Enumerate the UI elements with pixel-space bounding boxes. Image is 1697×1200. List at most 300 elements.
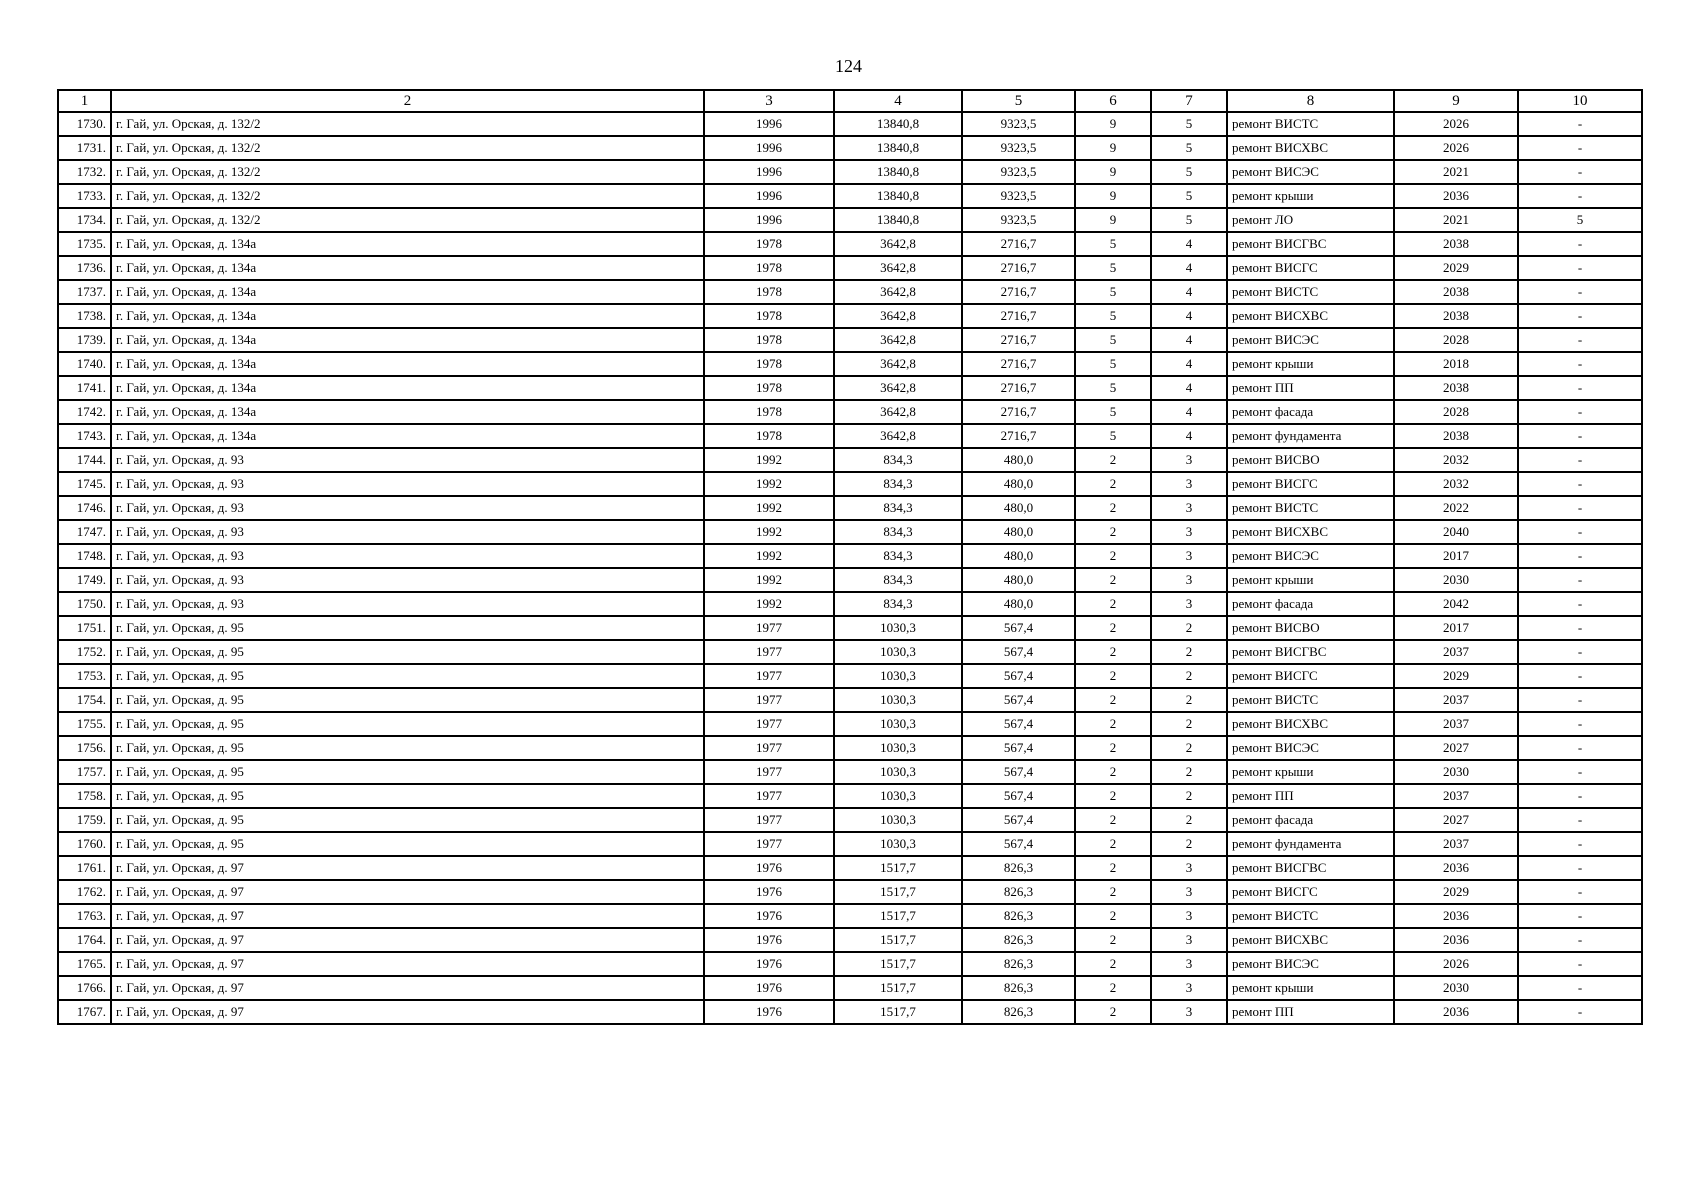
header-cell-col-2: 2 <box>111 90 704 112</box>
entrances-cell: 3 <box>1151 520 1227 544</box>
floors-cell: 2 <box>1075 496 1151 520</box>
living-area-cell: 826,3 <box>962 928 1075 952</box>
entrances-cell: 2 <box>1151 640 1227 664</box>
col-10-cell: - <box>1518 472 1642 496</box>
entrances-cell: 2 <box>1151 760 1227 784</box>
year-cell: 1996 <box>704 112 834 136</box>
table-row <box>58 1000 1642 1024</box>
total-area-cell: 3642,8 <box>834 400 962 424</box>
total-area-cell: 834,3 <box>834 496 962 520</box>
col-10-cell: - <box>1518 832 1642 856</box>
entrances-cell: 2 <box>1151 784 1227 808</box>
row-number-cell: 1743. <box>58 424 111 448</box>
floors-cell: 2 <box>1075 472 1151 496</box>
table-row <box>58 808 1642 832</box>
floors-cell: 2 <box>1075 592 1151 616</box>
entrances-cell: 5 <box>1151 136 1227 160</box>
total-area-cell: 1030,3 <box>834 712 962 736</box>
col-10-cell: - <box>1518 760 1642 784</box>
table-row <box>58 880 1642 904</box>
col-10-cell: - <box>1518 280 1642 304</box>
entrances-cell: 5 <box>1151 112 1227 136</box>
planned-year-cell: 2037 <box>1394 688 1518 712</box>
row-number-cell: 1753. <box>58 664 111 688</box>
row-number-cell: 1756. <box>58 736 111 760</box>
work-type-cell: ремонт ВИСЭС <box>1227 328 1394 352</box>
header-row <box>58 90 1642 112</box>
address-cell: г. Гай, ул. Орская, д. 95 <box>111 832 704 856</box>
header-cell-col-5: 5 <box>962 90 1075 112</box>
year-cell: 1992 <box>704 592 834 616</box>
row-number-cell: 1732. <box>58 160 111 184</box>
planned-year-cell: 2021 <box>1394 160 1518 184</box>
address-cell: г. Гай, ул. Орская, д. 132/2 <box>111 184 704 208</box>
address-cell: г. Гай, ул. Орская, д. 132/2 <box>111 208 704 232</box>
work-type-cell: ремонт крыши <box>1227 976 1394 1000</box>
planned-year-cell: 2037 <box>1394 784 1518 808</box>
col-10-cell: - <box>1518 856 1642 880</box>
living-area-cell: 2716,7 <box>962 304 1075 328</box>
col-10-cell: - <box>1518 112 1642 136</box>
entrances-cell: 3 <box>1151 496 1227 520</box>
table-row <box>58 448 1642 472</box>
work-type-cell: ремонт ВИСВО <box>1227 448 1394 472</box>
row-number-cell: 1739. <box>58 328 111 352</box>
total-area-cell: 13840,8 <box>834 208 962 232</box>
total-area-cell: 1030,3 <box>834 808 962 832</box>
address-cell: г. Гай, ул. Орская, д. 95 <box>111 616 704 640</box>
living-area-cell: 480,0 <box>962 568 1075 592</box>
entrances-cell: 3 <box>1151 568 1227 592</box>
year-cell: 1976 <box>704 952 834 976</box>
table-row <box>58 160 1642 184</box>
table-row <box>58 472 1642 496</box>
row-number-cell: 1758. <box>58 784 111 808</box>
entrances-cell: 2 <box>1151 712 1227 736</box>
total-area-cell: 3642,8 <box>834 232 962 256</box>
year-cell: 1996 <box>704 160 834 184</box>
work-type-cell: ремонт ВИСТС <box>1227 280 1394 304</box>
living-area-cell: 826,3 <box>962 952 1075 976</box>
row-number-cell: 1761. <box>58 856 111 880</box>
col-10-cell: - <box>1518 976 1642 1000</box>
living-area-cell: 567,4 <box>962 736 1075 760</box>
header-cell-col-6: 6 <box>1075 90 1151 112</box>
floors-cell: 2 <box>1075 832 1151 856</box>
table-row <box>58 928 1642 952</box>
planned-year-cell: 2036 <box>1394 904 1518 928</box>
floors-cell: 2 <box>1075 448 1151 472</box>
table-row <box>58 136 1642 160</box>
entrances-cell: 4 <box>1151 424 1227 448</box>
total-area-cell: 13840,8 <box>834 160 962 184</box>
planned-year-cell: 2027 <box>1394 736 1518 760</box>
row-number-cell: 1736. <box>58 256 111 280</box>
table-row <box>58 856 1642 880</box>
row-number-cell: 1765. <box>58 952 111 976</box>
planned-year-cell: 2037 <box>1394 832 1518 856</box>
work-type-cell: ремонт крыши <box>1227 184 1394 208</box>
table-row <box>58 280 1642 304</box>
year-cell: 1977 <box>704 616 834 640</box>
col-10-cell: - <box>1518 688 1642 712</box>
year-cell: 1977 <box>704 712 834 736</box>
year-cell: 1978 <box>704 328 834 352</box>
year-cell: 1992 <box>704 520 834 544</box>
header-cell-col-10: 10 <box>1518 90 1642 112</box>
address-cell: г. Гай, ул. Орская, д. 134а <box>111 400 704 424</box>
address-cell: г. Гай, ул. Орская, д. 93 <box>111 568 704 592</box>
year-cell: 1976 <box>704 880 834 904</box>
planned-year-cell: 2037 <box>1394 712 1518 736</box>
address-cell: г. Гай, ул. Орская, д. 95 <box>111 784 704 808</box>
total-area-cell: 1517,7 <box>834 880 962 904</box>
work-type-cell: ремонт ЛО <box>1227 208 1394 232</box>
col-10-cell: - <box>1518 352 1642 376</box>
address-cell: г. Гай, ул. Орская, д. 134а <box>111 376 704 400</box>
year-cell: 1978 <box>704 376 834 400</box>
total-area-cell: 3642,8 <box>834 304 962 328</box>
work-type-cell: ремонт фасада <box>1227 808 1394 832</box>
page-number: 124 <box>835 56 862 76</box>
total-area-cell: 3642,8 <box>834 280 962 304</box>
header-cell-col-1: 1 <box>58 90 111 112</box>
living-area-cell: 9323,5 <box>962 208 1075 232</box>
entrances-cell: 3 <box>1151 976 1227 1000</box>
living-area-cell: 480,0 <box>962 448 1075 472</box>
header-cell-col-4: 4 <box>834 90 962 112</box>
total-area-cell: 834,3 <box>834 592 962 616</box>
floors-cell: 2 <box>1075 928 1151 952</box>
total-area-cell: 1517,7 <box>834 928 962 952</box>
row-number-cell: 1767. <box>58 1000 111 1024</box>
address-cell: г. Гай, ул. Орская, д. 97 <box>111 1000 704 1024</box>
table-row <box>58 112 1642 136</box>
address-cell: г. Гай, ул. Орская, д. 132/2 <box>111 136 704 160</box>
col-10-cell: - <box>1518 232 1642 256</box>
col-10-cell: - <box>1518 160 1642 184</box>
work-type-cell: ремонт ВИСХВС <box>1227 712 1394 736</box>
col-10-cell: - <box>1518 592 1642 616</box>
table-row <box>58 544 1642 568</box>
planned-year-cell: 2036 <box>1394 184 1518 208</box>
col-10-cell: 5 <box>1518 208 1642 232</box>
address-cell: г. Гай, ул. Орская, д. 134а <box>111 328 704 352</box>
year-cell: 1978 <box>704 352 834 376</box>
row-number-cell: 1737. <box>58 280 111 304</box>
address-cell: г. Гай, ул. Орская, д. 93 <box>111 496 704 520</box>
living-area-cell: 567,4 <box>962 640 1075 664</box>
work-type-cell: ремонт фасада <box>1227 592 1394 616</box>
col-10-cell: - <box>1518 568 1642 592</box>
col-10-cell: - <box>1518 616 1642 640</box>
total-area-cell: 1030,3 <box>834 616 962 640</box>
table-row <box>58 568 1642 592</box>
floors-cell: 2 <box>1075 736 1151 760</box>
living-area-cell: 567,4 <box>962 808 1075 832</box>
year-cell: 1992 <box>704 472 834 496</box>
living-area-cell: 480,0 <box>962 472 1075 496</box>
planned-year-cell: 2038 <box>1394 232 1518 256</box>
work-type-cell: ремонт ПП <box>1227 1000 1394 1024</box>
col-10-cell: - <box>1518 784 1642 808</box>
table-row <box>58 304 1642 328</box>
planned-year-cell: 2018 <box>1394 352 1518 376</box>
floors-cell: 9 <box>1075 208 1151 232</box>
floors-cell: 9 <box>1075 136 1151 160</box>
entrances-cell: 3 <box>1151 448 1227 472</box>
work-type-cell: ремонт ВИСХВС <box>1227 928 1394 952</box>
year-cell: 1977 <box>704 760 834 784</box>
floors-cell: 9 <box>1075 160 1151 184</box>
entrances-cell: 2 <box>1151 664 1227 688</box>
living-area-cell: 567,4 <box>962 616 1075 640</box>
year-cell: 1976 <box>704 904 834 928</box>
row-number-cell: 1763. <box>58 904 111 928</box>
work-type-cell: ремонт ВИСТС <box>1227 904 1394 928</box>
entrances-cell: 5 <box>1151 184 1227 208</box>
work-type-cell: ремонт ВИСГВС <box>1227 856 1394 880</box>
total-area-cell: 834,3 <box>834 520 962 544</box>
entrances-cell: 5 <box>1151 208 1227 232</box>
table-row <box>58 760 1642 784</box>
total-area-cell: 1517,7 <box>834 976 962 1000</box>
table-row <box>58 712 1642 736</box>
row-number-cell: 1759. <box>58 808 111 832</box>
row-number-cell: 1755. <box>58 712 111 736</box>
work-type-cell: ремонт ВИСХВС <box>1227 304 1394 328</box>
year-cell: 1977 <box>704 808 834 832</box>
year-cell: 1978 <box>704 400 834 424</box>
address-cell: г. Гай, ул. Орская, д. 93 <box>111 448 704 472</box>
floors-cell: 2 <box>1075 904 1151 928</box>
floors-cell: 5 <box>1075 424 1151 448</box>
col-10-cell: - <box>1518 328 1642 352</box>
work-type-cell: ремонт ВИСХВС <box>1227 136 1394 160</box>
col-10-cell: - <box>1518 880 1642 904</box>
total-area-cell: 3642,8 <box>834 256 962 280</box>
year-cell: 1976 <box>704 976 834 1000</box>
floors-cell: 2 <box>1075 712 1151 736</box>
entrances-cell: 3 <box>1151 856 1227 880</box>
row-number-cell: 1744. <box>58 448 111 472</box>
address-cell: г. Гай, ул. Орская, д. 132/2 <box>111 112 704 136</box>
total-area-cell: 1030,3 <box>834 640 962 664</box>
work-type-cell: ремонт ВИСГС <box>1227 880 1394 904</box>
planned-year-cell: 2040 <box>1394 520 1518 544</box>
table-row <box>58 904 1642 928</box>
total-area-cell: 3642,8 <box>834 376 962 400</box>
entrances-cell: 4 <box>1151 328 1227 352</box>
year-cell: 1978 <box>704 232 834 256</box>
living-area-cell: 2716,7 <box>962 256 1075 280</box>
entrances-cell: 3 <box>1151 952 1227 976</box>
address-cell: г. Гай, ул. Орская, д. 95 <box>111 760 704 784</box>
floors-cell: 2 <box>1075 1000 1151 1024</box>
planned-year-cell: 2030 <box>1394 568 1518 592</box>
address-cell: г. Гай, ул. Орская, д. 93 <box>111 520 704 544</box>
living-area-cell: 826,3 <box>962 1000 1075 1024</box>
row-number-cell: 1766. <box>58 976 111 1000</box>
total-area-cell: 13840,8 <box>834 136 962 160</box>
table-row <box>58 592 1642 616</box>
floors-cell: 2 <box>1075 568 1151 592</box>
address-cell: г. Гай, ул. Орская, д. 97 <box>111 928 704 952</box>
planned-year-cell: 2038 <box>1394 304 1518 328</box>
year-cell: 1977 <box>704 784 834 808</box>
living-area-cell: 9323,5 <box>962 160 1075 184</box>
table-row <box>58 400 1642 424</box>
living-area-cell: 2716,7 <box>962 424 1075 448</box>
planned-year-cell: 2030 <box>1394 976 1518 1000</box>
entrances-cell: 3 <box>1151 544 1227 568</box>
planned-year-cell: 2032 <box>1394 448 1518 472</box>
address-cell: г. Гай, ул. Орская, д. 134а <box>111 232 704 256</box>
work-type-cell: ремонт крыши <box>1227 352 1394 376</box>
floors-cell: 9 <box>1075 112 1151 136</box>
entrances-cell: 3 <box>1151 904 1227 928</box>
col-10-cell: - <box>1518 904 1642 928</box>
row-number-cell: 1757. <box>58 760 111 784</box>
table-row <box>58 496 1642 520</box>
total-area-cell: 1030,3 <box>834 688 962 712</box>
entrances-cell: 4 <box>1151 352 1227 376</box>
entrances-cell: 3 <box>1151 592 1227 616</box>
work-type-cell: ремонт ВИСГВС <box>1227 232 1394 256</box>
col-10-cell: - <box>1518 928 1642 952</box>
address-cell: г. Гай, ул. Орская, д. 93 <box>111 592 704 616</box>
year-cell: 1976 <box>704 1000 834 1024</box>
col-10-cell: - <box>1518 136 1642 160</box>
year-cell: 1996 <box>704 184 834 208</box>
floors-cell: 2 <box>1075 544 1151 568</box>
living-area-cell: 567,4 <box>962 688 1075 712</box>
planned-year-cell: 2017 <box>1394 616 1518 640</box>
address-cell: г. Гай, ул. Орская, д. 134а <box>111 424 704 448</box>
total-area-cell: 1030,3 <box>834 760 962 784</box>
address-cell: г. Гай, ул. Орская, д. 95 <box>111 736 704 760</box>
row-number-cell: 1731. <box>58 136 111 160</box>
floors-cell: 2 <box>1075 952 1151 976</box>
work-type-cell: ремонт ВИСТС <box>1227 688 1394 712</box>
total-area-cell: 13840,8 <box>834 112 962 136</box>
entrances-cell: 2 <box>1151 736 1227 760</box>
work-type-cell: ремонт ВИСГС <box>1227 664 1394 688</box>
work-type-cell: ремонт ПП <box>1227 784 1394 808</box>
planned-year-cell: 2037 <box>1394 640 1518 664</box>
work-type-cell: ремонт ВИСХВС <box>1227 520 1394 544</box>
total-area-cell: 834,3 <box>834 568 962 592</box>
total-area-cell: 3642,8 <box>834 352 962 376</box>
repair-schedule-table <box>57 89 1643 1025</box>
col-10-cell: - <box>1518 664 1642 688</box>
row-number-cell: 1751. <box>58 616 111 640</box>
address-cell: г. Гай, ул. Орская, д. 134а <box>111 304 704 328</box>
year-cell: 1978 <box>704 304 834 328</box>
floors-cell: 2 <box>1075 640 1151 664</box>
col-10-cell: - <box>1518 448 1642 472</box>
living-area-cell: 826,3 <box>962 880 1075 904</box>
address-cell: г. Гай, ул. Орская, д. 134а <box>111 256 704 280</box>
planned-year-cell: 2029 <box>1394 880 1518 904</box>
living-area-cell: 480,0 <box>962 520 1075 544</box>
table-row <box>58 736 1642 760</box>
table-row <box>58 232 1642 256</box>
living-area-cell: 480,0 <box>962 496 1075 520</box>
total-area-cell: 1030,3 <box>834 664 962 688</box>
floors-cell: 5 <box>1075 400 1151 424</box>
address-cell: г. Гай, ул. Орская, д. 97 <box>111 976 704 1000</box>
floors-cell: 5 <box>1075 304 1151 328</box>
row-number-cell: 1730. <box>58 112 111 136</box>
total-area-cell: 1517,7 <box>834 1000 962 1024</box>
entrances-cell: 4 <box>1151 280 1227 304</box>
row-number-cell: 1754. <box>58 688 111 712</box>
address-cell: г. Гай, ул. Орская, д. 97 <box>111 952 704 976</box>
floors-cell: 5 <box>1075 232 1151 256</box>
entrances-cell: 3 <box>1151 928 1227 952</box>
address-cell: г. Гай, ул. Орская, д. 97 <box>111 880 704 904</box>
total-area-cell: 1517,7 <box>834 952 962 976</box>
address-cell: г. Гай, ул. Орская, д. 93 <box>111 472 704 496</box>
planned-year-cell: 2038 <box>1394 376 1518 400</box>
row-number-cell: 1735. <box>58 232 111 256</box>
work-type-cell: ремонт ВИСТС <box>1227 496 1394 520</box>
table-row <box>58 184 1642 208</box>
row-number-cell: 1741. <box>58 376 111 400</box>
work-type-cell: ремонт фундамента <box>1227 424 1394 448</box>
planned-year-cell: 2036 <box>1394 856 1518 880</box>
living-area-cell: 567,4 <box>962 712 1075 736</box>
planned-year-cell: 2032 <box>1394 472 1518 496</box>
entrances-cell: 4 <box>1151 304 1227 328</box>
address-cell: г. Гай, ул. Орская, д. 95 <box>111 808 704 832</box>
floors-cell: 5 <box>1075 280 1151 304</box>
living-area-cell: 826,3 <box>962 856 1075 880</box>
year-cell: 1976 <box>704 856 834 880</box>
floors-cell: 2 <box>1075 808 1151 832</box>
work-type-cell: ремонт ПП <box>1227 376 1394 400</box>
row-number-cell: 1733. <box>58 184 111 208</box>
col-10-cell: - <box>1518 376 1642 400</box>
planned-year-cell: 2021 <box>1394 208 1518 232</box>
year-cell: 1996 <box>704 136 834 160</box>
row-number-cell: 1764. <box>58 928 111 952</box>
floors-cell: 2 <box>1075 880 1151 904</box>
row-number-cell: 1748. <box>58 544 111 568</box>
entrances-cell: 4 <box>1151 376 1227 400</box>
table-row <box>58 256 1642 280</box>
year-cell: 1977 <box>704 736 834 760</box>
floors-cell: 5 <box>1075 352 1151 376</box>
col-10-cell: - <box>1518 544 1642 568</box>
year-cell: 1977 <box>704 664 834 688</box>
row-number-cell: 1742. <box>58 400 111 424</box>
table-row <box>58 976 1642 1000</box>
table-row <box>58 832 1642 856</box>
floors-cell: 5 <box>1075 256 1151 280</box>
total-area-cell: 834,3 <box>834 472 962 496</box>
address-cell: г. Гай, ул. Орская, д. 132/2 <box>111 160 704 184</box>
living-area-cell: 567,4 <box>962 784 1075 808</box>
year-cell: 1977 <box>704 688 834 712</box>
year-cell: 1978 <box>704 424 834 448</box>
living-area-cell: 480,0 <box>962 592 1075 616</box>
table-row <box>58 376 1642 400</box>
address-cell: г. Гай, ул. Орская, д. 95 <box>111 640 704 664</box>
header-cell-col-9: 9 <box>1394 90 1518 112</box>
living-area-cell: 2716,7 <box>962 400 1075 424</box>
